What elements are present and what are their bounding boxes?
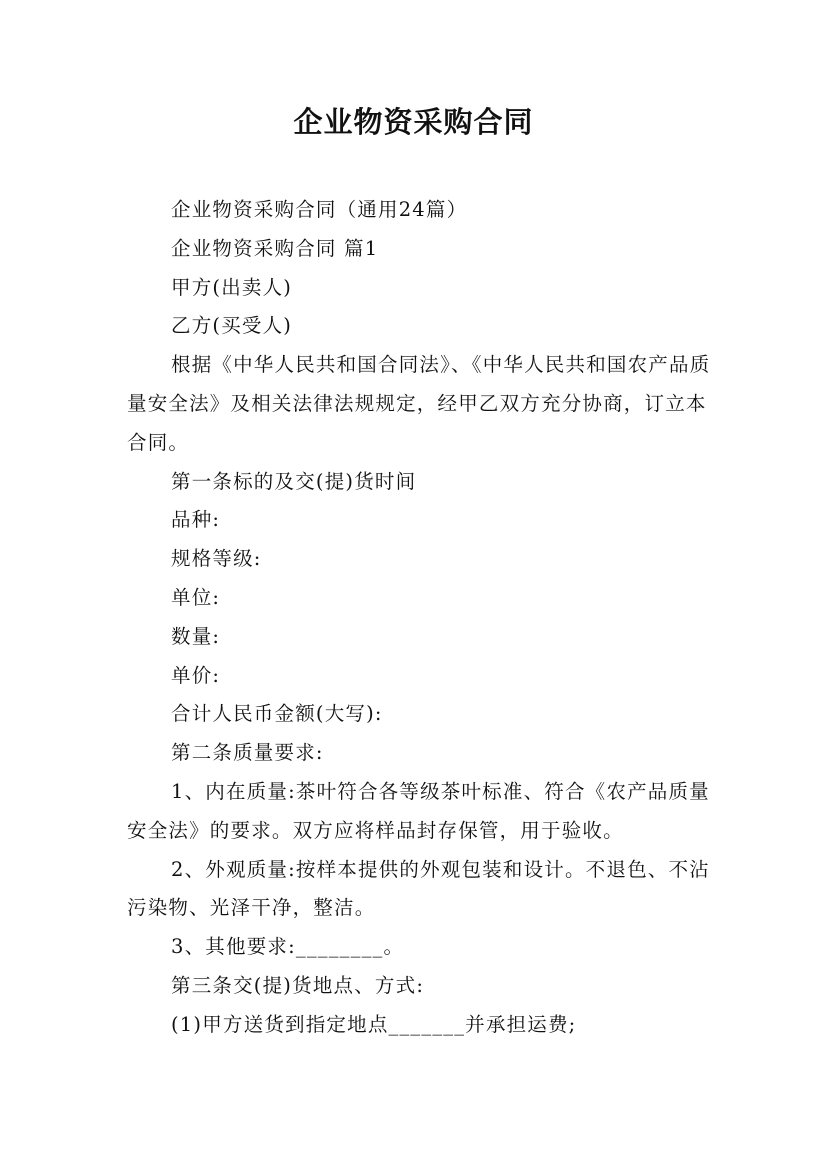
paragraph-section-heading: 企业物资采购合同 篇1 — [171, 236, 379, 260]
paragraph-grade: 规格等级: — [171, 547, 262, 571]
paragraph-party-a: 甲方(出卖人) — [171, 275, 293, 299]
document-title: 企业物资采购合同 — [293, 105, 534, 139]
paragraph-quantity: 数量: — [171, 624, 221, 648]
paragraph-unit-price: 单价: — [171, 663, 221, 687]
paragraph-article-3: 第三条交(提)货地点、方式: — [171, 973, 425, 997]
paragraph-article-2: 第二条质量要求: — [171, 741, 324, 765]
document-body — [127, 191, 717, 1045]
paragraph-variety: 品种: — [171, 508, 221, 532]
paragraph-article-1: 第一条标的及交(提)货时间 — [171, 469, 417, 493]
paragraph-delivery-1: (1)甲方送货到指定地点_______并承担运费; — [171, 1012, 577, 1036]
paragraph-subtitle: 企业物资采购合同（通用24篇） — [171, 198, 468, 221]
paragraph-total-amount: 合计人民币金额(大写): — [171, 702, 383, 726]
paragraph-quality-internal: 1、内在质量:茶叶符合各等级茶叶标准、符合《农产品质量安全法》的要求。双方应将样品封存保管，用于验收。 — [127, 779, 710, 842]
paragraph-quality-appearance: 2、外观质量:按样本提供的外观包装和设计。不退色、不沾污染物、光泽干净，整洁。 — [127, 857, 710, 920]
paragraph-party-b: 乙方(买受人) — [171, 314, 293, 338]
paragraph-preamble: 根据《中华人民共和国合同法》、《中华人民共和国农产品质量安全法》及相关法律法规规定，经甲乙双方充分协商，订立本合同。 — [127, 353, 711, 454]
paragraph-quality-other: 3、其他要求:________。 — [171, 935, 405, 959]
paragraph-unit: 单位: — [171, 585, 221, 609]
